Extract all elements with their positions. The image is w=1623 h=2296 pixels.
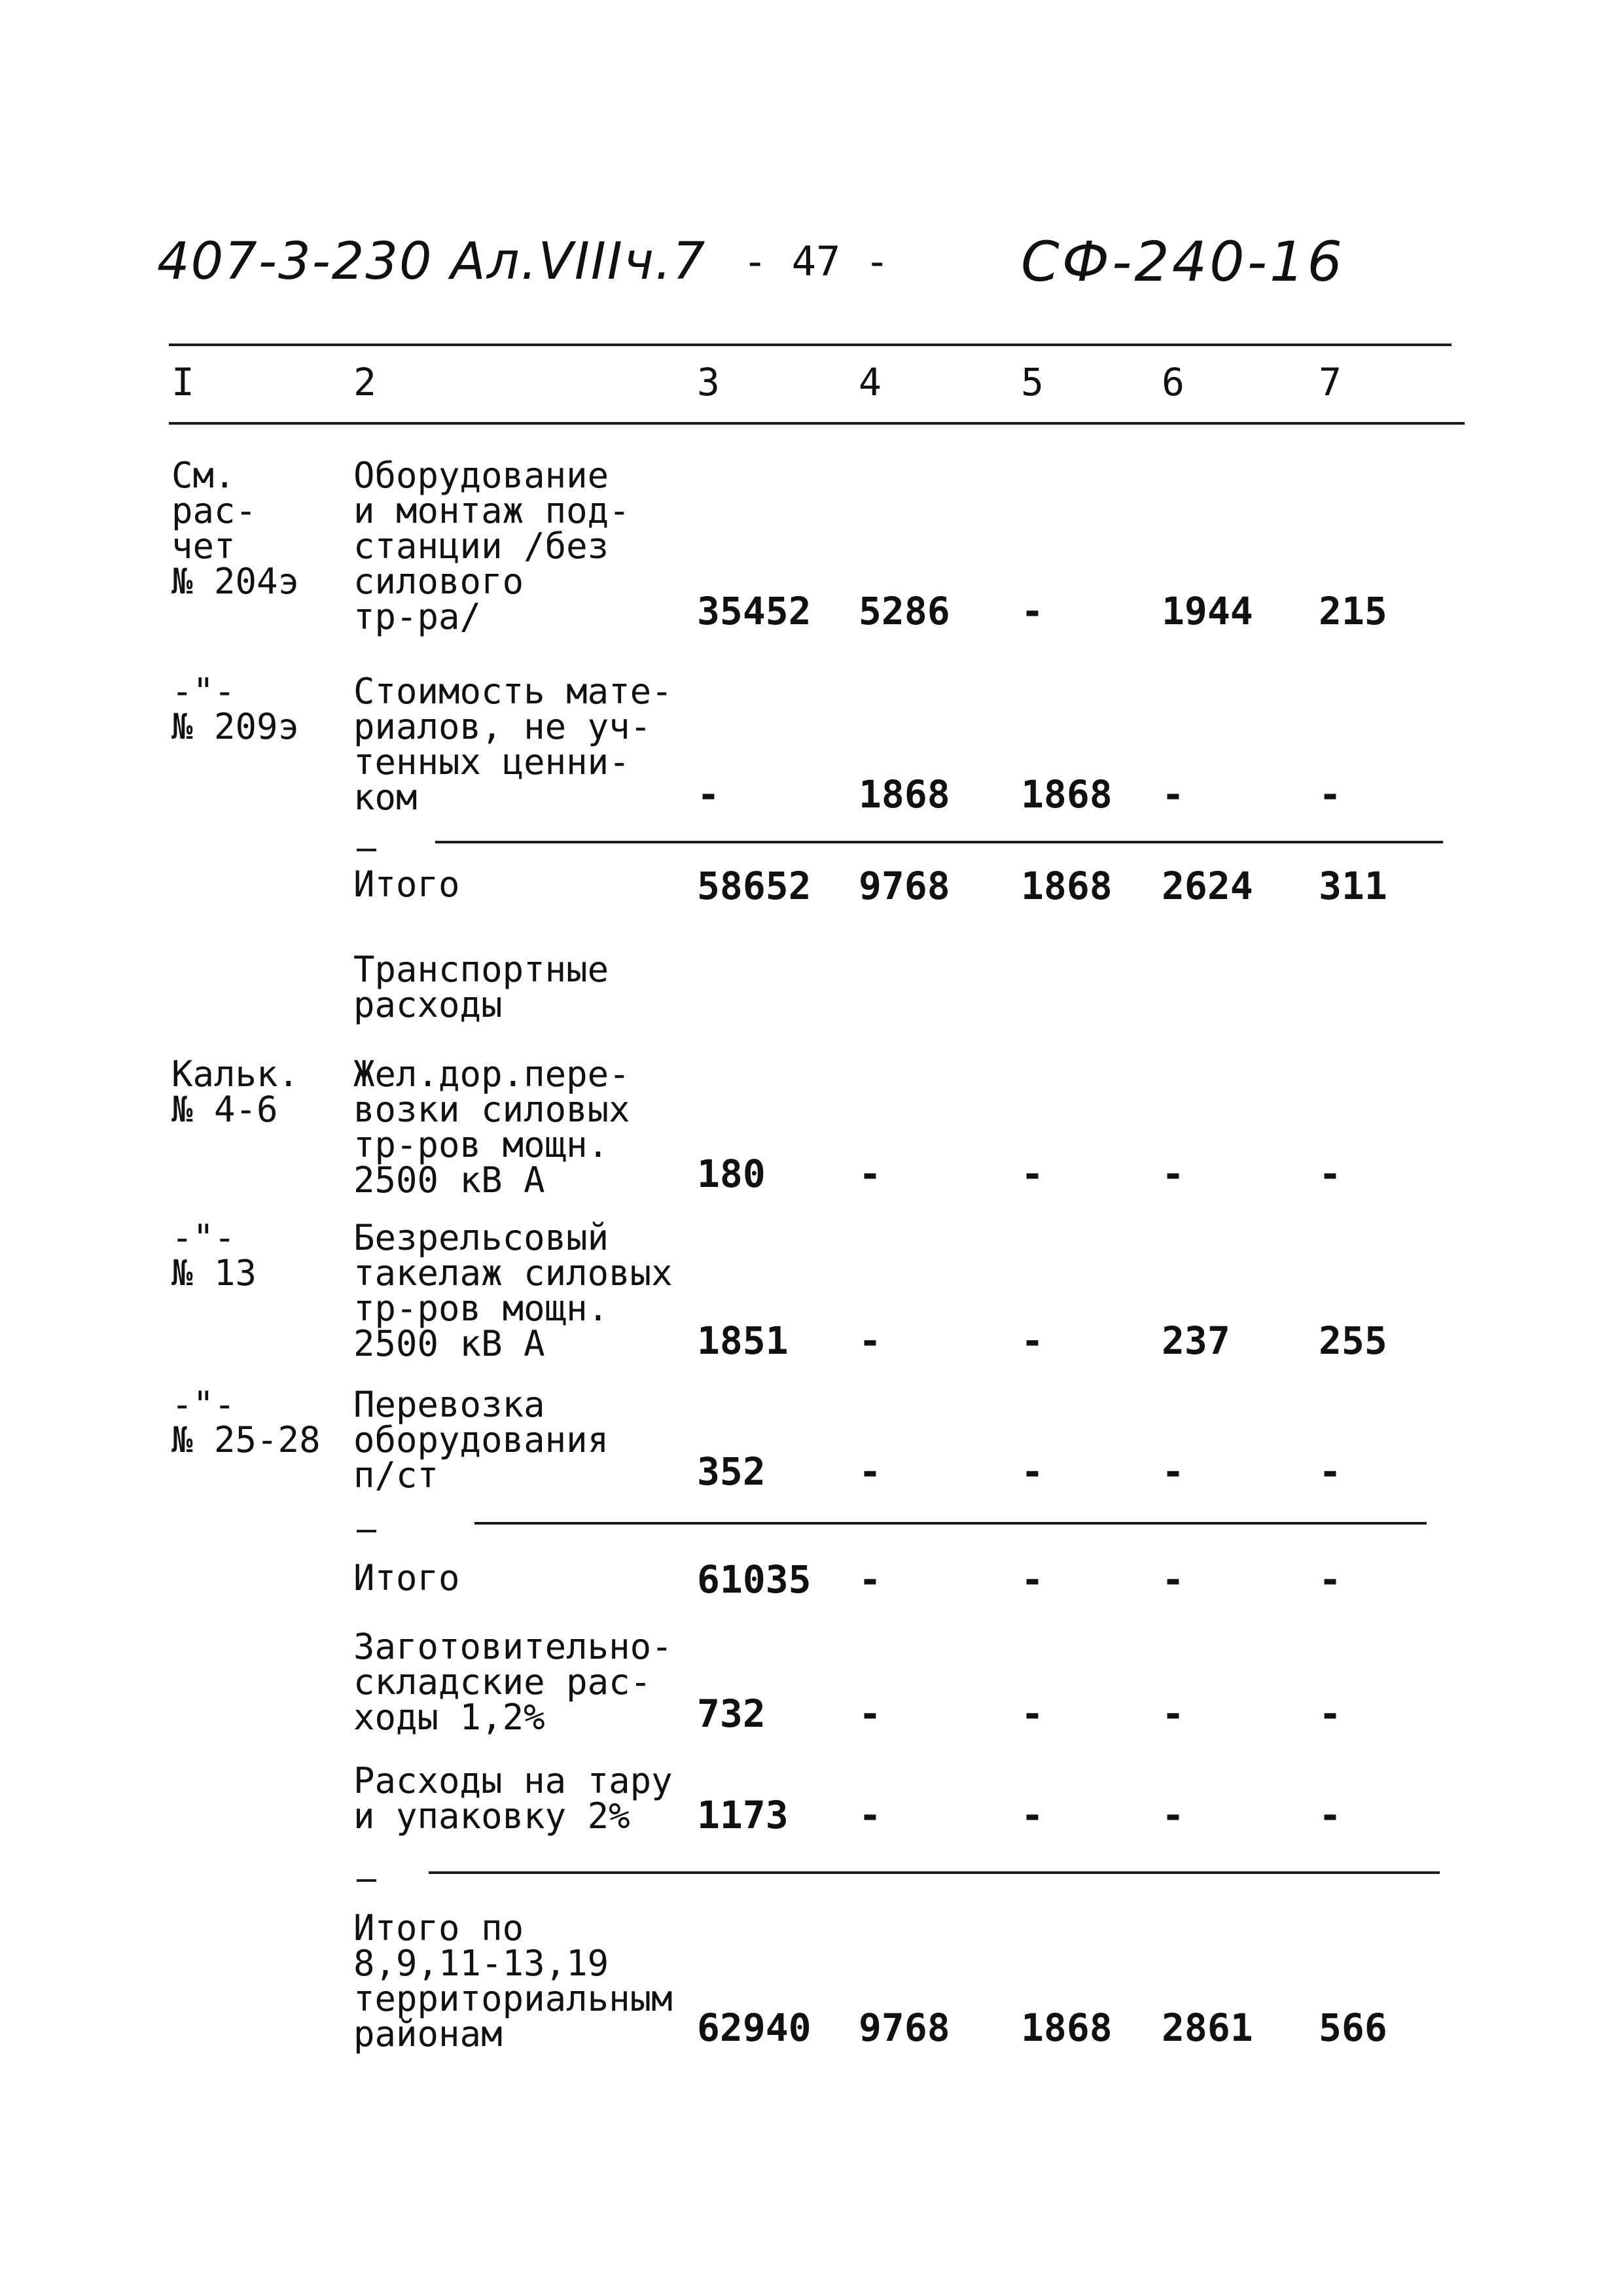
- row-description: Заготовительно- складские рас- ходы 1,2%: [353, 1626, 673, 1738]
- subtotal-rule: [474, 1522, 1427, 1525]
- cell-col-5: 1868: [1021, 2005, 1113, 2050]
- cell-col-5: -: [1021, 1152, 1044, 1196]
- row-description: Безрельсовый такелаж силовых тр-ров мощн. 2500 кВ А: [353, 1217, 673, 1364]
- row-reference: См. рас- чет № 204э: [171, 455, 300, 602]
- cell-col-7: 255: [1319, 1318, 1387, 1363]
- rule-tick: [357, 1879, 376, 1882]
- cell-col-7: -: [1319, 1793, 1342, 1837]
- cell-col-4: -: [859, 1449, 882, 1494]
- cell-col-7: 215: [1319, 589, 1387, 633]
- row-description: Оборудование и монтаж под- станции /без силового тр-ра/: [353, 455, 630, 637]
- cell-col-7: -: [1319, 1691, 1342, 1736]
- row-description: Итого по 8,9,11-13,19 территориальным районам: [353, 1907, 673, 2055]
- cell-col-6: -: [1162, 1557, 1185, 1602]
- cell-col-4: -: [859, 1691, 882, 1736]
- cell-col-3: 732: [697, 1691, 766, 1736]
- column-number-3: 3: [697, 360, 720, 404]
- row-reference: -"- № 13: [171, 1217, 257, 1294]
- cell-col-5: -: [1021, 1691, 1044, 1736]
- row-description: Жел.дор.пере- возки силовых тр-ров мощн. 2500 кВ А: [353, 1053, 630, 1201]
- row-description: Расходы на тару и упаковку 2%: [353, 1760, 673, 1837]
- cell-col-5: -: [1021, 1318, 1044, 1363]
- cell-col-3: 180: [697, 1152, 766, 1196]
- column-number-2: 2: [353, 360, 376, 404]
- column-number-6: 6: [1162, 360, 1185, 404]
- cell-col-6: 2624: [1162, 864, 1253, 908]
- cell-col-5: 1868: [1021, 772, 1113, 817]
- row-reference: -"- № 25-28: [171, 1384, 321, 1460]
- cell-col-6: 1944: [1162, 589, 1253, 633]
- subtotal-rule: [429, 1871, 1440, 1874]
- column-number-5: 5: [1021, 360, 1044, 404]
- cell-col-6: -: [1162, 1152, 1185, 1196]
- cell-col-4: -: [859, 1557, 882, 1602]
- cell-col-7: -: [1319, 1152, 1342, 1196]
- cell-col-4: -: [859, 1152, 882, 1196]
- column-number-4: 4: [859, 360, 882, 404]
- subtotal-rule: [435, 841, 1443, 843]
- cell-col-4: 5286: [859, 589, 950, 633]
- cell-col-3: 62940: [697, 2005, 812, 2050]
- cell-col-7: 311: [1319, 864, 1387, 908]
- cell-col-6: -: [1162, 1691, 1185, 1736]
- cell-col-3: 1173: [697, 1793, 789, 1837]
- cell-col-4: -: [859, 1793, 882, 1837]
- cell-col-3: 35452: [697, 589, 812, 633]
- header-bottom-rule: [169, 422, 1465, 425]
- rule-tick: [357, 1530, 376, 1532]
- cell-col-3: -: [697, 772, 720, 817]
- row-reference: Кальк. № 4-6: [171, 1053, 300, 1130]
- cell-col-7: 566: [1319, 2005, 1387, 2050]
- document-code: 407-3-230 Ал.VIIIч.7: [157, 232, 707, 291]
- column-number-7: 7: [1319, 360, 1342, 404]
- cell-col-3: 58652: [697, 864, 812, 908]
- cell-col-6: 237: [1162, 1318, 1230, 1363]
- cell-col-5: -: [1021, 1793, 1044, 1837]
- row-description: Перевозка оборудования п/ст: [353, 1384, 609, 1496]
- cell-col-3: 1851: [697, 1318, 789, 1363]
- cell-col-3: 352: [697, 1449, 766, 1494]
- cell-col-6: -: [1162, 772, 1185, 817]
- cell-col-4: -: [859, 1318, 882, 1363]
- cell-col-7: -: [1319, 772, 1342, 817]
- cell-col-4: 1868: [859, 772, 950, 817]
- cell-col-5: -: [1021, 589, 1044, 633]
- row-reference: -"- № 209э: [171, 671, 300, 747]
- page-number: - 47 -: [743, 238, 889, 285]
- cell-col-7: -: [1319, 1557, 1342, 1602]
- row-description: Итого: [353, 864, 460, 905]
- cell-col-6: -: [1162, 1449, 1185, 1494]
- cell-col-6: -: [1162, 1793, 1185, 1837]
- top-rule: [169, 344, 1452, 346]
- cell-col-5: 1868: [1021, 864, 1113, 908]
- cell-col-5: -: [1021, 1557, 1044, 1602]
- cell-col-6: 2861: [1162, 2005, 1253, 2050]
- cell-col-4: 9768: [859, 864, 950, 908]
- row-description: Итого: [353, 1557, 460, 1598]
- cell-col-7: -: [1319, 1449, 1342, 1494]
- rule-tick: [357, 849, 376, 851]
- cell-col-4: 9768: [859, 2005, 950, 2050]
- sheet-code: СФ-240-16: [1021, 230, 1345, 294]
- cell-col-5: -: [1021, 1449, 1044, 1494]
- section-heading: Транспортные расходы: [353, 949, 609, 1025]
- cell-col-3: 61035: [697, 1557, 812, 1602]
- column-number-1: I: [171, 360, 194, 404]
- row-description: Стоимость мате- риалов, не уч- тенных ценни- ком: [353, 671, 673, 818]
